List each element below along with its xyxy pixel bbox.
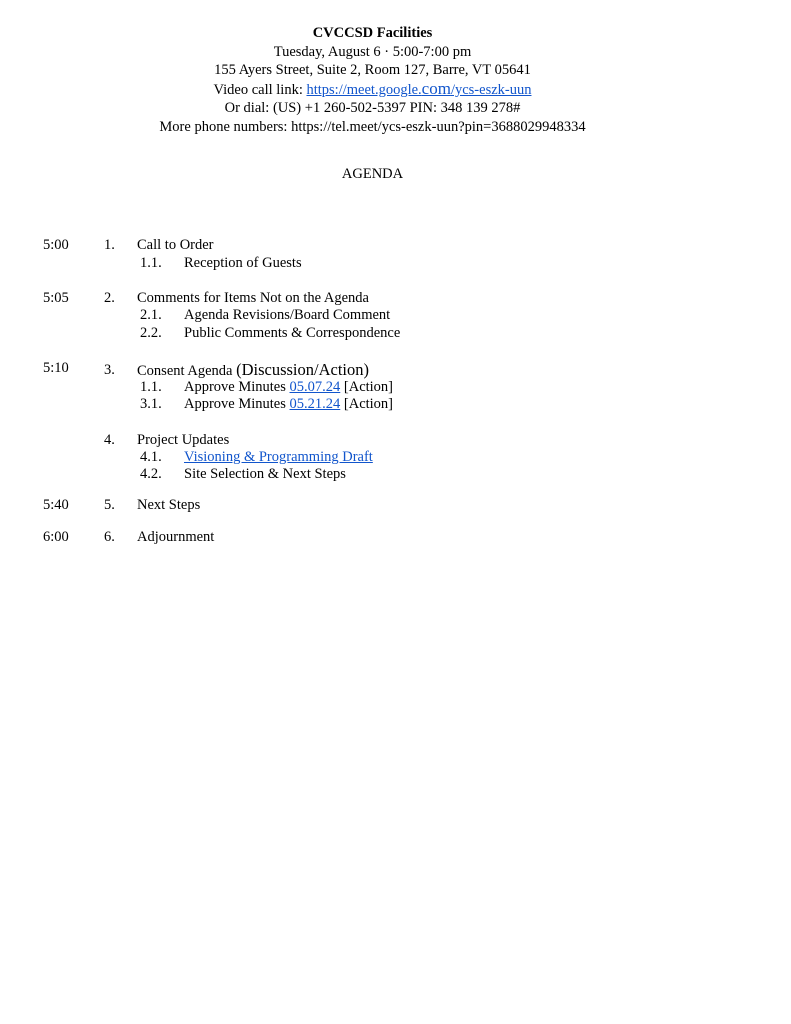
item-number: 5. [104,497,115,513]
subitem-label: Agenda Revisions/Board Comment [184,307,391,323]
item-number: 2. [104,290,115,306]
item-label-suffix: (Discussion/Action) [236,360,369,379]
item-label: Adjournment [137,529,215,545]
dial-in-line: Or dial: (US) +1 260-502-5397 PIN: 348 139 278# [224,100,521,117]
minutes-link[interactable]: 05.21.24 [289,396,341,412]
item-number: 6. [104,529,115,545]
video-call-line [0,80,745,100]
subitem-label: Approve Minutes 05.21.24 [Action] [184,396,394,412]
subitem-number: 2.1. [140,307,162,323]
agenda-heading: AGENDA [341,166,404,182]
item-label: Next Steps [137,497,201,513]
item-time: 5:10 [43,360,69,376]
subitem-label: Public Comments & Correspondence [184,325,401,341]
subitem-label: Approve Minutes 05.07.24 [Action] [184,379,394,395]
item-time: 6:00 [43,529,69,545]
item-label: Consent Agenda (Discussion/Action) [137,360,369,379]
item-label: Comments for Items Not on the Agenda [137,290,369,306]
meeting-address: 155 Ayers Street, Suite 2, Room 127, Barre, VT 05641 [214,62,531,79]
subitem-number: 1.1. [140,255,162,271]
subitem-number: 3.1. [140,396,162,412]
item-label: Call to Order [137,237,214,253]
subitem-label: Site Selection & Next Steps [184,466,346,482]
meeting-header [0,24,745,137]
meeting-date: Tuesday, August 6 · 5:00-7:00 pm [273,43,472,60]
subitem-label: Reception of Guests [184,255,302,271]
item-number: 3. [104,362,115,378]
video-call-link[interactable]: https://meet.google.com/ycs-eszk-uun [306,78,532,98]
item-label: Project Updates [137,432,230,448]
item-time: 5:00 [43,237,69,253]
more-phone-numbers: More phone numbers: https://tel.meet/ycs-eszk-uun?pin=3688029948334 [159,118,586,135]
subitem-number: 4.1. [140,449,162,465]
item-time: 5:40 [43,497,69,513]
item-time: 5:05 [43,290,69,306]
visioning-draft-link[interactable]: Visioning & Programming Draft [184,449,373,465]
subitem-label [184,448,373,466]
subitem-number: 2.2. [140,325,162,341]
item-number: 4. [104,432,115,448]
video-call-label: Video call link: [213,81,307,98]
minutes-link[interactable]: 05.07.24 [289,379,341,395]
subitem-number: 1.1. [140,379,162,395]
subitem-number: 4.2. [140,466,162,482]
item-number: 1. [104,237,115,253]
meeting-title: CVCCSD Facilities [312,25,433,41]
